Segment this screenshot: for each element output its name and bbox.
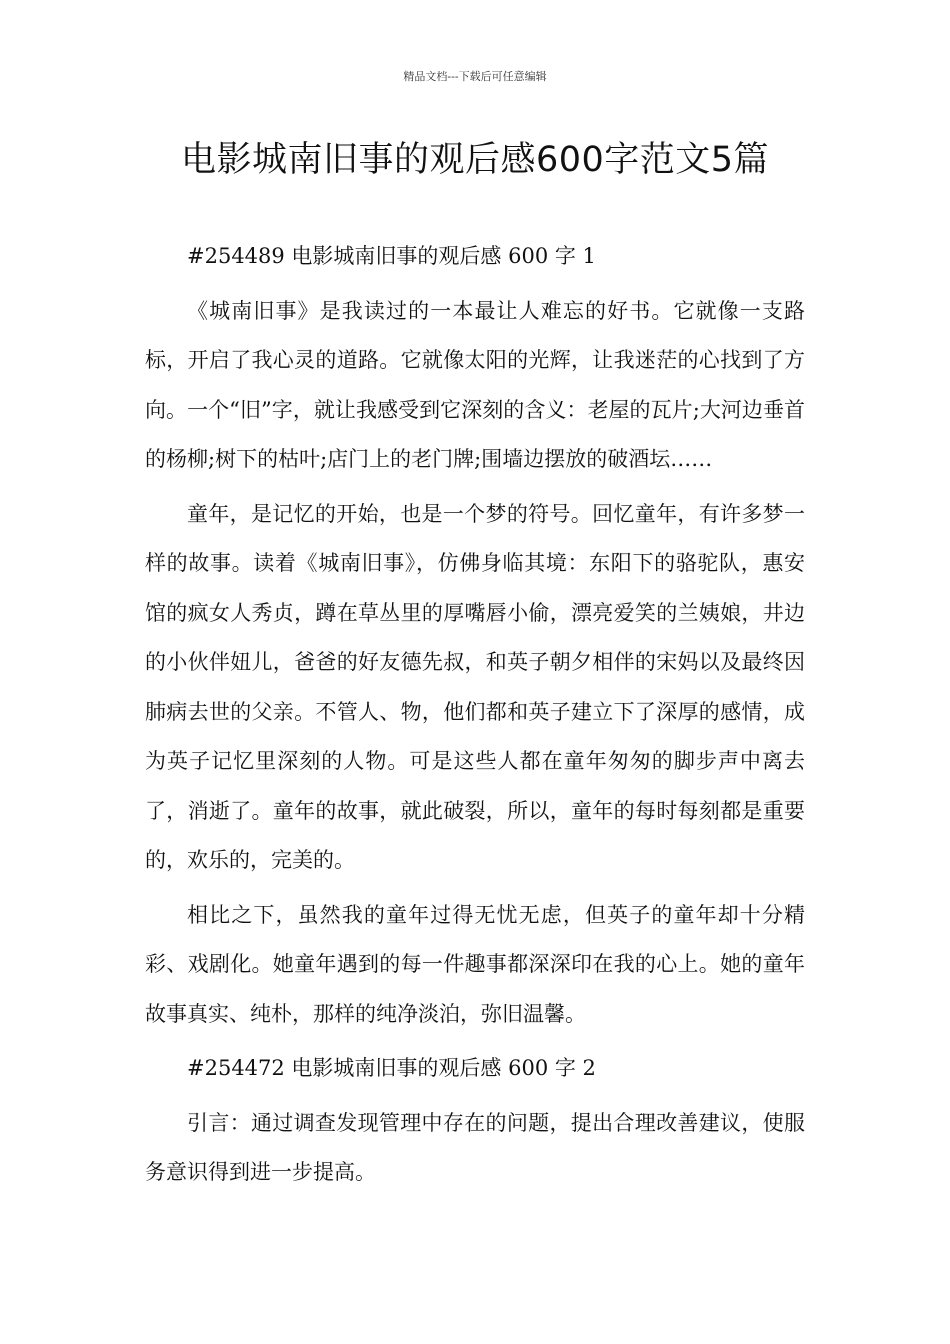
paragraph: 《城南旧事》是我读过的一本最让人难忘的好书。它就像一支路标，开启了我心灵的道路。它就像太阳的光辉，让我迷茫的心找到了方向。一个“旧”字，就让我感受到它深刻的含义：老屋的瓦片;大河边垂首的杨柳;树下的枯叶;店门上的老门牌;围墙边摆放的破酒坛…… — [145, 298, 805, 471]
header-note: 精品文档---下载后可任意编辑 — [403, 70, 547, 83]
section-heading-1: #254489 电影城南旧事的观后感 600 字 1 — [187, 244, 596, 268]
document-body — [145, 232, 805, 1203]
paragraph: 相比之下，虽然我的童年过得无忧无虑，但英子的童年却十分精彩、戏剧化。她童年遇到的每一件趣事都深深印在我的心上。她的童年故事真实、纯朴，那样的纯净淡泊，弥旧温馨。 — [145, 902, 805, 1026]
paragraph: 童年，是记忆的开始，也是一个梦的符号。回忆童年，有许多梦一样的故事。读着《城南旧事》，仿佛身临其境：东阳下的骆驼队，惠安馆的疯女人秀贞，蹲在草丛里的厚嘴唇小偷，漂亮爱笑的兰姨娘，井边的小伙伴妞儿，爸爸的好友德先叔，和英子朝夕相伴的宋妈以及最终因肺病去世的父亲。不管人、物，他们都和英子建立下了深厚的感情，成为英子记忆里深刻的人物。可是这些人都在童年匆匆的脚步声中离去了，消逝了。童年的故事，就此破裂，所以，童年的每时每刻都是重要的，欢乐的，完美的。 — [145, 501, 805, 872]
document-title: 电影城南旧事的观后感600字范文5篇 — [180, 140, 770, 180]
paragraph: 引言：通过调查发现管理中存在的问题，提出合理改善建议，使服务意识得到进一步提高。 — [145, 1110, 805, 1184]
section-heading-2: #254472 电影城南旧事的观后感 600 字 2 — [187, 1056, 596, 1080]
